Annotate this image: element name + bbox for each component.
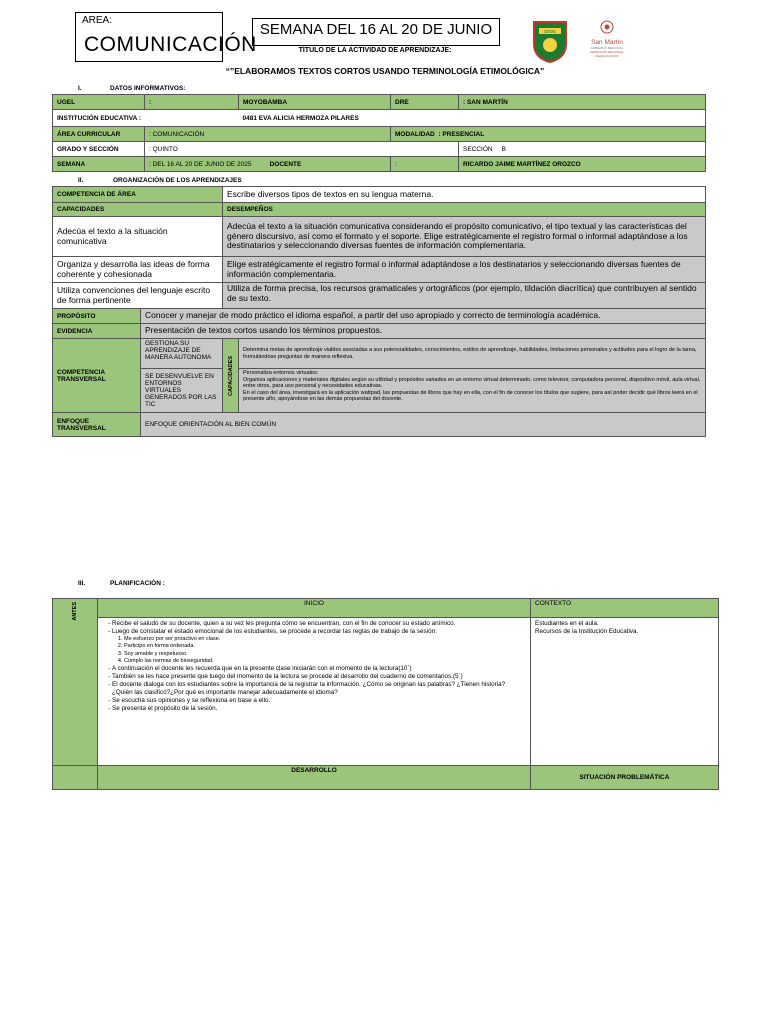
- modalidad-cell: [391, 127, 706, 142]
- competencia-transversal-label: COMPETENCIA TRANSVERSAL: [53, 339, 141, 413]
- ct2-des-line2: Organiza aplicaciones y materiales digitales según su utilidad y propósitos variados en un entorno virtual determinado, como televisor, computadora personal, dispositivo móvil, aula virtual, entre otros, para uso personal y necesidades educativas.: [243, 376, 701, 389]
- situacion-header: SITUACIÓN PROBLEMÁTICA: [531, 766, 719, 790]
- seccion-value: B: [501, 145, 506, 153]
- evidencia-value: Presentación de textos cortos usando los términos propuestos.: [141, 324, 706, 339]
- docente-value: RICARDO JAIME MARTÍNEZ OROZCO: [459, 157, 706, 172]
- desarrollo-header: DESARROLLO: [98, 766, 531, 790]
- ct2-desempeno: [239, 369, 706, 413]
- capacidades-vertical-cell: [223, 339, 239, 413]
- rule-4: 4. Cumplo las normas de bioseguridad.: [124, 658, 526, 665]
- san-martin-logo: [588, 20, 626, 64]
- school-shield-logo: [530, 18, 570, 64]
- grado-value: : QUINTO: [145, 142, 459, 157]
- section1-title: DATOS INFORMATIVOS:: [110, 85, 186, 92]
- section3-title: PLANIFICACIÓN :: [110, 580, 165, 587]
- docente-colon: :: [391, 157, 459, 172]
- dre-label: DRE: [391, 95, 459, 110]
- docente-label: DOCENTE: [269, 160, 302, 168]
- competencia-value: Escribe diversos tipos de textos en su lengua materna.: [223, 187, 706, 203]
- modalidad-value: : PRESENCIAL: [438, 130, 485, 138]
- ct2-des-line3: En el caso del área, investigará en la aplicación wattpad, las propuestas de libros que hay en ella, con el fin de conocer los títulos que sugiere, para así poder decidir qué libros leerá en el presente año, apoyándose en las demás propuestas del docente.: [243, 389, 698, 402]
- logo-sub1: GOBIERNO REGIONAL: [590, 46, 624, 50]
- area-box: [75, 12, 257, 62]
- logo-sub2: DIRECCIÓN REGIONAL DE EDUCACIÓN: [590, 50, 624, 58]
- planificacion-table: [52, 598, 719, 790]
- capacidad-row-1: Adecúa el texto a la situación comunicativa: [53, 217, 223, 257]
- section3-num: III.: [78, 580, 86, 587]
- week-title: SEMANA DEL 16 AL 20 DE JUNIO: [259, 21, 493, 38]
- shield-text: SEDE: [543, 29, 557, 34]
- inicio-item-2: - Luego de constatar el estado emocional de los estudiantes, se procede a recordar las reglas de trabajo de la sesión:: [112, 628, 526, 636]
- ct1-label: GESTIONA SU APRENDIZAJE DE MANERA AUTONOMA: [141, 339, 223, 369]
- rule-3: 3. Soy amable y respetuoso.: [124, 651, 526, 658]
- inicio-list-a: [102, 620, 526, 636]
- ie-value: 0481 EVA ALICIA HERMOZA PILARES: [239, 110, 706, 127]
- ugel-value: MOYOBAMBA: [239, 95, 391, 110]
- inicio-item-1: - Recibe el saludo de su docente, quien a su vez les pregunta cómo se encuentran, con el fin de conocer su estado anímico.: [112, 620, 526, 628]
- activity-label: TÍTULO DE LA ACTIVIDAD DE APRENDIZAJE:: [298, 47, 452, 54]
- contexto-line-1: Estudiantes en el aula.: [535, 620, 599, 627]
- ct2-label: SE DESENVUELVE EN ENTORNOS VIRTUALES GENERADOS POR LAS TIC: [141, 369, 223, 413]
- desempeno-row-2: Elige estratégicamente el registro formal o informal adaptándose a los destinatarios y seleccionando diversas fuentes de información complementaria.: [223, 257, 706, 283]
- proposito-value: Conocer y manejar de modo práctico el idioma español, a partir del uso apropiado y correcto de terminología académica.: [141, 309, 706, 324]
- desempeno-row-1: Adecúa el texto a la situación comunicativa considerando el propósito comunicativo, el tipo textual y las características del género discursivo, así como el formato y el soporte. Elige estratégicamente el registro formal o informal adaptándose a los destinatarios y seleccionando diversas fuentes de información complementaria.: [223, 217, 706, 257]
- competencia-label: COMPETENCIA DE ÁREA: [53, 187, 223, 203]
- area-value: COMUNICACIÓN: [84, 33, 257, 56]
- seccion-cell: [459, 142, 706, 157]
- inicio-item-3: - A continuación el docente les recuerda que en la presente clase iniciarán con el momento de la lectura(10´): [112, 665, 526, 673]
- section2-title: ORGANIZACIÓN DE LOS APRENDIZAJES: [113, 177, 242, 184]
- capacidad-row-3: Utiliza convenciones del lenguaje escrito de forma pertinente: [53, 283, 223, 309]
- rules-list: [102, 636, 526, 665]
- desempeno-row-3: Utiliza de forma precisa, los recursos gramaticales y ortográficos (por ejemplo, tildación diacrítica) que contribuyen al sentido de su texto.: [223, 283, 706, 309]
- area-curricular-value: : COMUNICACIÓN: [145, 127, 391, 142]
- inicio-item-5: - El docente dialoga con los estudiantes sobre la importancia de la registrar la información. ¿Cómo se originan las palabras? ¿Tienen historia? ¿Quién las clasificó?¿Por qué es importante manejar adecuadamente el idioma?: [112, 681, 526, 697]
- ugel-label: UGEL: [53, 95, 145, 110]
- ct2-des-line1: Personaliza entornos virtuales:: [243, 370, 319, 376]
- rule-1: 1. Me esfuerzo por ser proactivo en clase.: [124, 636, 526, 643]
- antes-cell: [53, 599, 98, 766]
- inicio-content: [98, 618, 531, 766]
- star-emblem-icon: [600, 20, 614, 34]
- inicio-item-6: - Se escucha sus opiniones y se reflexiona en base a ello.: [112, 697, 526, 705]
- ct1-desempeno: Determina metas de aprendizaje viables asociadas a sus potencialidades, conocimientos, estilos de aprendizaje, habilidades, limitaciones personales y actitudes para el logro de la tarea, formulándose preguntas de manera reflexiva.: [239, 339, 706, 369]
- inicio-header: INICIO: [98, 599, 531, 618]
- grado-label: GRADO Y SECCIÓN: [53, 142, 145, 157]
- capacidades-vertical-label: CAPACIDADES: [227, 355, 234, 396]
- section1-num: I.: [78, 85, 82, 92]
- aprendizajes-table: [52, 186, 706, 437]
- desarrollo-side-cell: [53, 766, 98, 790]
- semana-value: : DEL 16 AL 20 DE JUNIO DE 2025: [149, 160, 252, 168]
- desempenos-label: DESEMPEÑOS: [223, 203, 706, 217]
- evidencia-label: EVIDENCIA: [53, 324, 141, 339]
- datos-table: [52, 94, 706, 172]
- section2-num: II.: [78, 177, 84, 184]
- semana-label: SEMANA: [53, 157, 145, 172]
- proposito-label: PROPÓSITO: [53, 309, 141, 324]
- week-title-box: [252, 18, 500, 46]
- antes-label: ANTES: [72, 602, 78, 621]
- logo-title: San Martín: [591, 39, 623, 46]
- inicio-list-b: [102, 665, 526, 714]
- semana-docente-cell: [145, 157, 391, 172]
- modalidad-label: MODALIDAD: [395, 130, 435, 138]
- capacidades-label: CAPACIDADES: [53, 203, 223, 217]
- enfoque-value: ENFOQUE ORIENTACIÓN AL BIEN COMÚN: [141, 413, 706, 437]
- ie-label: INSTITUCIÓN EDUCATIVA :: [53, 110, 239, 127]
- inicio-item-4: - También se les hace presente que luego del momento de la lectura se procede al desarrollo del cuaderno de comentarios.(5´): [112, 673, 526, 681]
- area-label: AREA:: [82, 15, 113, 26]
- contexto-content: [531, 618, 719, 766]
- seccion-label: SECCIÓN: [463, 145, 493, 153]
- ugel-colon: :: [145, 95, 239, 110]
- rule-2: 2. Participo en forma ordenada.: [124, 643, 526, 650]
- contexto-header: CONTEXTO: [531, 599, 719, 618]
- dre-value: : SAN MARTÍN: [459, 95, 706, 110]
- activity-title: “”ELABORAMOS TEXTOS CORTOS USANDO TERMINOLOGÍA ETIMOLÓGICA”: [225, 66, 545, 76]
- capacidad-row-2: Organiza y desarrolla las ideas de forma coherente y cohesionada: [53, 257, 223, 283]
- enfoque-label: ENFOQUE TRANSVERSAL: [53, 413, 141, 437]
- inicio-item-7: - Se presenta el propósito de la sesión.: [112, 705, 526, 713]
- contexto-line-2: Recursos de la Institución Educativa.: [535, 628, 639, 636]
- area-curricular-label: ÁREA CURRICULAR: [53, 127, 145, 142]
